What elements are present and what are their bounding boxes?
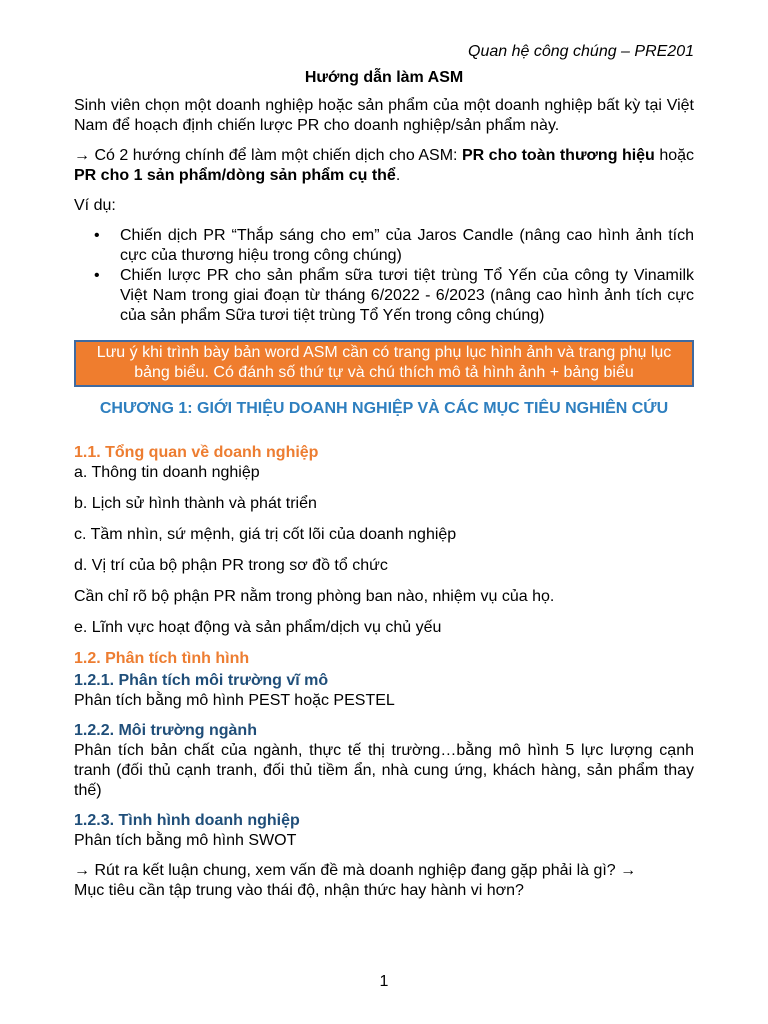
- item-d-note: Cần chỉ rõ bộ phận PR nằm trong phòng ban nào, nhiệm vụ của họ.: [74, 588, 555, 605]
- directions-paragraph: [74, 146, 694, 186]
- item-b: b. Lịch sử hình thành và phát triển: [74, 495, 317, 512]
- section-1-2-3-text: Phân tích bằng mô hình SWOT: [74, 832, 297, 849]
- example-label: Ví dụ:: [74, 197, 116, 214]
- conclusion-text-1: Rút ra kết luận chung, xem vấn đề mà doanh nghiệp đang gặp phải là gì?: [90, 862, 621, 879]
- option-brand-pr: PR cho toàn thương hiệu: [461, 147, 655, 164]
- directions-or: hoặc: [654, 147, 695, 164]
- conclusion-text-2: Mục tiêu cần tập trung vào thái độ, nhận thức hay hành vi hơn?: [74, 882, 524, 899]
- item-d: d. Vị trí của bộ phận PR trong sơ đồ tổ chức: [74, 557, 388, 574]
- chapter-heading: CHƯƠNG 1: GIỚI THIỆU DOANH NGHIỆP VÀ CÁC MỤC TIÊU NGHIÊN CỨU: [99, 400, 669, 417]
- directions-end: .: [395, 167, 401, 184]
- list-item: • Chiến dịch PR “Thắp sáng cho em” của Jaros Candle (nâng cao hình ảnh tích cực của thương hiệu trong công chúng): [120, 226, 694, 266]
- section-heading-1-2-3: 1.2.3. Tình hình doanh nghiệp: [74, 812, 300, 829]
- item-c: c. Tầm nhìn, sứ mệnh, giá trị cốt lõi của doanh nghiệp: [74, 526, 457, 543]
- section-heading-1-1: 1.1. Tổng quan về doanh nghiệp: [74, 444, 319, 461]
- option-product-pr: PR cho 1 sản phẩm/dòng sản phẩm cụ thể: [74, 167, 396, 184]
- item-a: a. Thông tin doanh nghiệp: [74, 464, 260, 481]
- document-body: [74, 96, 694, 901]
- section-heading-1-2-1: 1.2.1. Phân tích môi trường vĩ mô: [74, 672, 329, 689]
- arrow-icon: →: [74, 147, 90, 164]
- note-box: Lưu ý khi trình bày bản word ASM cần có trang phụ lục hình ảnh và trang phụ lục bảng biểu. Có đánh số thứ tự và chú thích mô tả hình ảnh + bảng biểu: [74, 340, 694, 387]
- document-title: Hướng dẫn làm ASM: [304, 69, 464, 86]
- list-item: • Chiến lược PR cho sản phẩm sữa tươi tiệt trùng Tổ Yến của công ty Vinamilk Việt Nam trong giai đoạn từ tháng 6/2022 - 6/2023 (nâng cao hình ảnh tích cực của sản phẩm Sữa tươi tiệt trùng Tổ Yến trong công chúng): [120, 266, 694, 326]
- directions-lead: Có 2 hướng chính để làm một chiến dịch cho ASM:: [90, 147, 462, 164]
- intro-paragraph: Sinh viên chọn một doanh nghiệp hoặc sản phẩm của một doanh nghiệp bất kỳ tại Việt Nam để hoạch định chiến lược PR cho doanh nghiệp/sản phẩm này.: [74, 97, 694, 134]
- section-1-2-2-text: Phân tích bản chất của ngành, thực tế thị trường…bằng mô hình 5 lực lượng cạnh tranh (đối thủ cạnh tranh, đối thủ tiềm ẩn, nhà cung ứng, khách hàng, sản phẩm thay thế): [74, 742, 694, 799]
- section-heading-1-2-2: 1.2.2. Môi trường ngành: [74, 722, 257, 739]
- arrow-icon: →: [74, 862, 90, 879]
- section-1-2-1-text: Phân tích bằng mô hình PEST hoặc PESTEL: [74, 692, 395, 709]
- item-e: e. Lĩnh vực hoạt động và sản phẩm/dịch vụ chủ yếu: [74, 619, 442, 636]
- section-heading-1-2: 1.2. Phân tích tình hình: [74, 650, 250, 667]
- page-header: Quan hệ công chúng – PRE201: [468, 43, 694, 60]
- page-number: 1: [379, 973, 389, 990]
- arrow-icon: →: [620, 862, 637, 879]
- conclusion-paragraph: [74, 861, 694, 901]
- example-list: [74, 226, 694, 326]
